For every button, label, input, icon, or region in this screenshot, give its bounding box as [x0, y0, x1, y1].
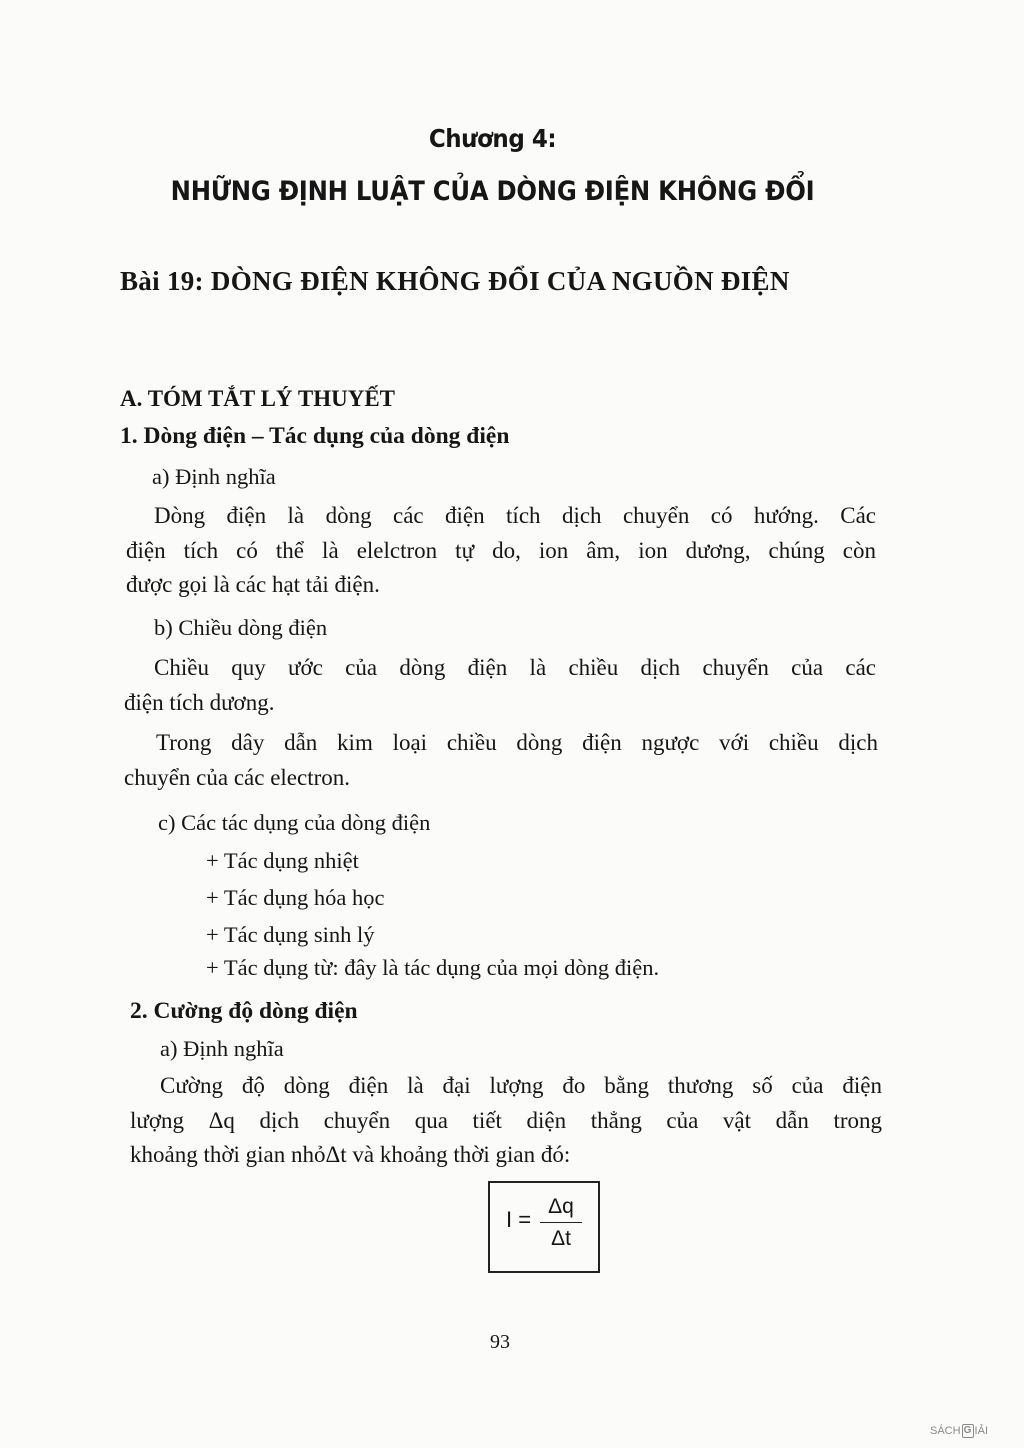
- lesson-title: Bài 19: DÒNG ĐIỆN KHÔNG ĐỔI CỦA NGUỒN ĐIỆN: [120, 266, 790, 296]
- paragraph-line: Cường độ dòng điện là đại lượng đo bằng thương số của điện: [160, 1073, 882, 1098]
- part-1-c-label: c) Các tác dụng của dòng điện: [158, 810, 431, 835]
- part-1-a-label: a) Định nghĩa: [152, 464, 276, 489]
- part-1-heading: 1. Dòng điện – Tác dụng của dòng điện: [120, 423, 510, 449]
- section-a-heading: A. TÓM TẮT LÝ THUYẾT: [120, 386, 396, 411]
- bullet-item: + Tác dụng nhiệt: [206, 848, 359, 873]
- part-1-b-label: b) Chiều dòng điện: [154, 615, 328, 640]
- watermark-logo: [930, 1424, 988, 1438]
- paragraph-line: điện tích có thể là elelctron tự do, ion âm, ion dương, chúng còn: [126, 537, 876, 563]
- formula-numerator: Δq: [548, 1195, 574, 1218]
- paragraph-line: Trong dây dẫn kim loại chiều dòng điện ngược với chiều dịch: [156, 730, 878, 755]
- watermark-text-right: IẢI: [974, 1425, 988, 1437]
- paragraph-line: điện tích dương.: [124, 689, 275, 715]
- paragraph-line: Chiều quy ước của dòng điện là chiều dịch chuyển của các: [154, 655, 876, 680]
- part-2-heading: 2. Cường độ dòng điện: [130, 998, 358, 1024]
- formula-denominator: Δt: [551, 1227, 571, 1250]
- formula-lhs: I =: [506, 1207, 532, 1232]
- part-1-b-paragraph-1: [124, 651, 876, 720]
- part-2-a-paragraph: [130, 1069, 882, 1173]
- watermark-box-icon: G: [962, 1424, 974, 1438]
- formula-fraction: [540, 1195, 582, 1251]
- paragraph-line: lượng Δq dịch chuyển qua tiết diện thẳng của vật dẫn trong: [130, 1107, 882, 1133]
- watermark-text-left: SÁCH: [929, 1425, 961, 1437]
- paragraph-line: được gọi là các hạt tải điện.: [126, 572, 380, 597]
- part-1-a-paragraph: [126, 499, 876, 603]
- paragraph-line: chuyển của các electron.: [124, 764, 351, 790]
- part-1-b-paragraph-2: [124, 726, 878, 795]
- formula-box: [488, 1181, 600, 1273]
- fraction-bar: [540, 1222, 582, 1223]
- paragraph-line: Dòng điện là dòng các điện tích dịch chuyển có hướng. Các: [154, 503, 876, 528]
- bullet-item: + Tác dụng sinh lý: [206, 922, 375, 947]
- bullet-item: + Tác dụng hóa học: [206, 885, 385, 910]
- chapter-heading: Chương 4:: [428, 124, 557, 153]
- bullet-item: + Tác dụng từ: đây là tác dụng của mọi dòng điện.: [206, 955, 660, 980]
- paragraph-line: khoảng thời gian nhỏΔt và khoảng thời gian đó:: [130, 1142, 571, 1167]
- part-2-a-label: a) Định nghĩa: [160, 1036, 284, 1061]
- chapter-title: NHỮNG ĐỊNH LUẬT CỦA DÒNG ĐIỆN KHÔNG ĐỔI: [170, 176, 815, 207]
- page-number: 93: [490, 1331, 510, 1353]
